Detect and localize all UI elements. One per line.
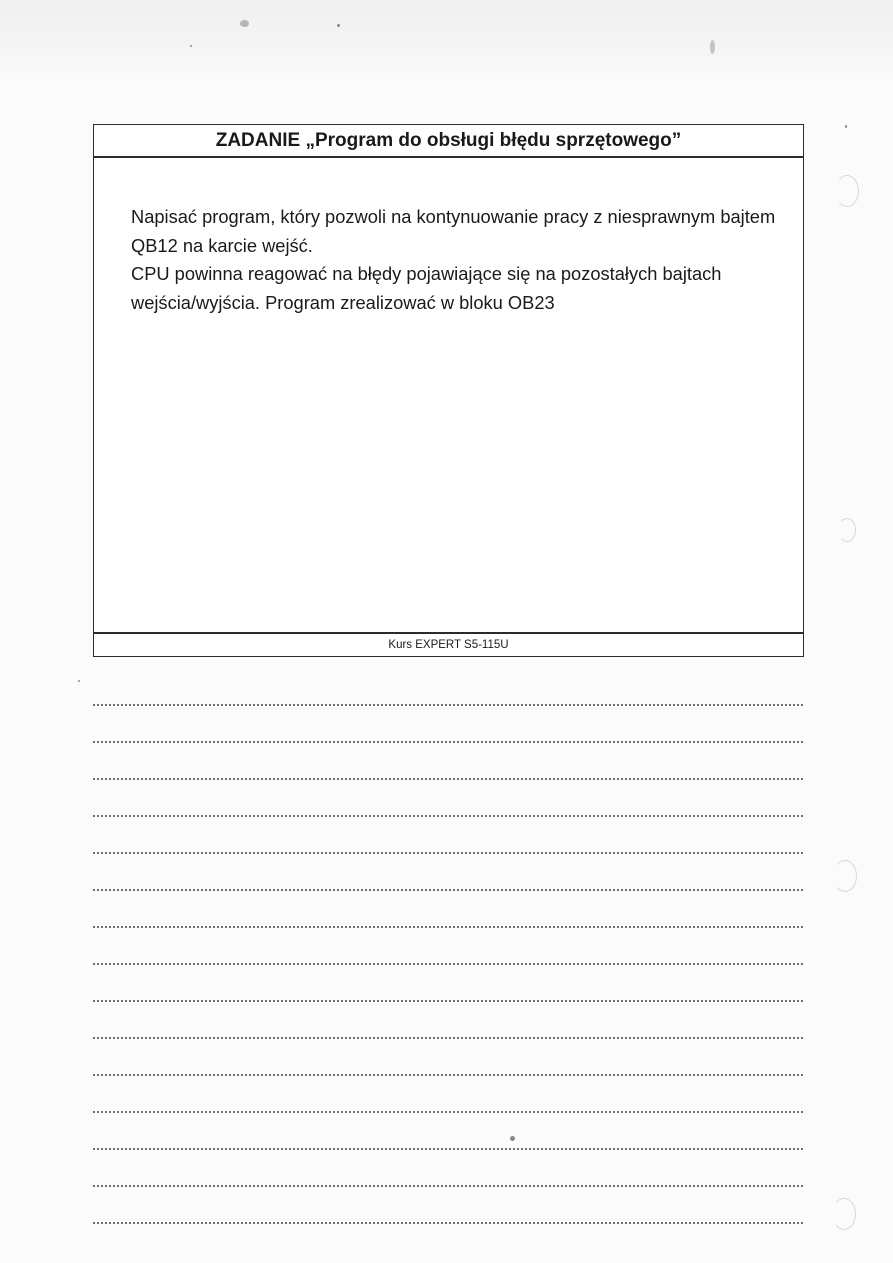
- note-line: [93, 704, 803, 706]
- exercise-paragraph-2: CPU powinna reagować na błędy pojawiające się na pozostałych bajtach wejścia/wyjścia. Program zrealizować w bloku OB23: [131, 263, 722, 313]
- note-line: [93, 852, 803, 854]
- exercise-paragraph-1: Napisać program, który pozwoli na kontynuowanie pracy z niesprawnym bajtem QB12 na karcie wejść.: [131, 206, 776, 256]
- note-line: [93, 815, 803, 817]
- exercise-card: [93, 124, 804, 657]
- scan-speck: [845, 125, 847, 128]
- scanned-page-top-margin: [0, 0, 893, 78]
- scan-speck: [78, 680, 80, 682]
- punch-hole-mark: [838, 518, 856, 542]
- exercise-description: [131, 203, 791, 317]
- punch-hole-mark: [832, 1198, 856, 1230]
- note-line: [93, 1148, 803, 1150]
- note-line: [93, 1185, 803, 1187]
- note-line: [93, 1037, 803, 1039]
- scan-speck: [710, 40, 715, 54]
- note-line: [93, 1111, 803, 1113]
- exercise-footer: Kurs EXPERT S5-115U: [94, 632, 803, 658]
- notes-area: [93, 704, 803, 1259]
- note-line: [93, 778, 803, 780]
- note-line: [93, 926, 803, 928]
- note-line: [93, 889, 803, 891]
- exercise-title: ZADANIE „Program do obsługi błędu sprzętowego”: [94, 125, 803, 158]
- scan-speck: [240, 20, 249, 27]
- scan-speck: [190, 45, 192, 47]
- note-line: [93, 1000, 803, 1002]
- note-line: [93, 1222, 803, 1224]
- punch-hole-mark: [835, 175, 859, 207]
- note-line: [93, 963, 803, 965]
- scan-speck: [337, 24, 340, 27]
- note-line: [93, 741, 803, 743]
- punch-hole-mark: [833, 860, 857, 892]
- note-line: [93, 1074, 803, 1076]
